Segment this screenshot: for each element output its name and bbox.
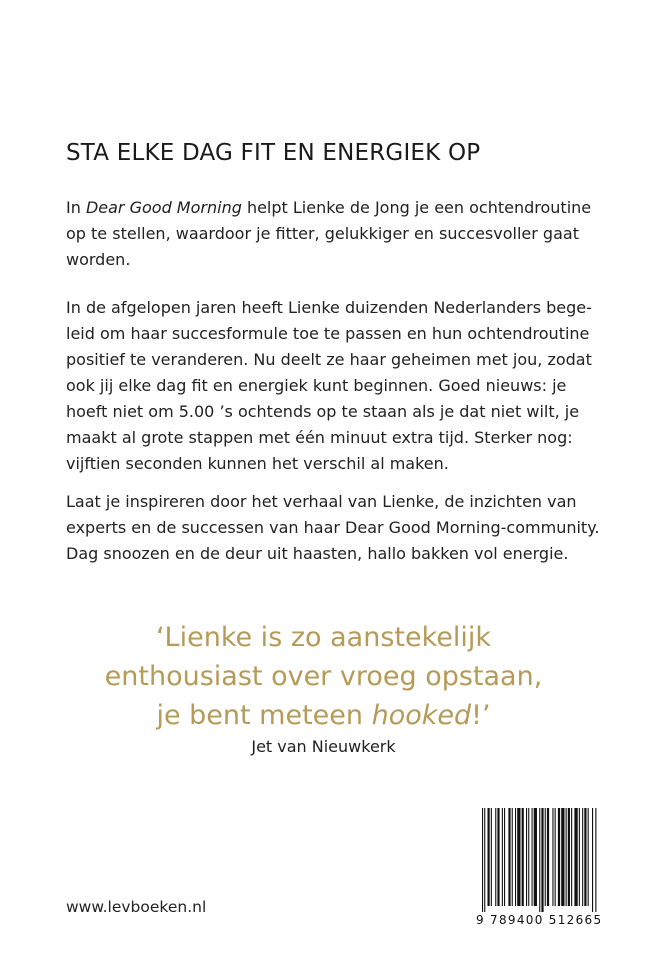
barcode-bar: [528, 808, 529, 906]
endorsement-quote: [0, 618, 647, 735]
isbn-barcode: [476, 806, 619, 934]
barcode-bar: [592, 808, 593, 912]
barcode-bar: [515, 808, 516, 906]
barcode-bar: [566, 808, 567, 906]
publisher-website[interactable]: www.levboeken.nl: [66, 898, 207, 916]
intro-line-2: op te stellen, waardoor je fitter, gelukkiger en succesvoller gaat: [66, 224, 579, 243]
barcode-bar: [561, 808, 564, 906]
quote-line-3: [0, 696, 647, 735]
barcode-bar: [495, 808, 496, 906]
body-line: In de afgelopen jaren heeft Lienke duizenden Nederlanders bege-: [66, 298, 592, 317]
body-line: maakt al grote stappen met één minuut extra tijd. Sterker nog:: [66, 428, 573, 447]
barcode-bar: [508, 808, 510, 906]
barcode-bar: [588, 808, 589, 906]
barcode-bar: [584, 808, 586, 906]
barcode-bar: [547, 808, 549, 906]
intro-line-1-suffix: helpt Lienke de Jong je een ochtendroutine: [241, 198, 592, 217]
barcode-bar: [517, 808, 520, 906]
barcode-bar: [539, 808, 540, 912]
barcode-bar: [482, 808, 483, 912]
quote-attribution: Jet van Nieuwkerk: [251, 737, 396, 756]
body-line: hoeft niet om 5.00 ’s ochtends op te staan als je dat niet wilt, je: [66, 402, 580, 421]
barcode-bar: [552, 808, 553, 906]
barcode-bar: [555, 808, 556, 906]
barcode-bar: [574, 808, 577, 906]
barcode-bar: [568, 808, 570, 906]
intro-line-3: worden.: [66, 250, 131, 269]
barcode-bar: [541, 808, 543, 912]
barcode-bar: [582, 808, 583, 906]
intro-line-1-prefix: In: [66, 198, 86, 217]
barcode-bar: [532, 808, 533, 906]
body-paragraph: [66, 295, 606, 477]
barcode-bar: [491, 808, 492, 906]
intro-line-1: [66, 195, 606, 221]
closing-line: experts en de successen van haar Dear Good Morning-community.: [66, 518, 600, 537]
barcode-bar: [512, 808, 513, 906]
closing-line: Laat je inspireren door het verhaal van Lienke, de inzichten van: [66, 492, 577, 511]
barcode-bar: [484, 808, 485, 912]
cover-heading: STA ELKE DAG FIT EN ENERGIEK OP: [66, 140, 481, 166]
barcode-bars: [476, 806, 619, 912]
barcode-bar: [579, 808, 580, 906]
barcode-bar: [526, 808, 527, 906]
barcode-bar: [534, 808, 537, 906]
body-line: positief te veranderen. Nu deelt ze haar geheimen met jou, zodat: [66, 350, 592, 369]
barcode-bar: [522, 808, 524, 906]
barcode-bar: [595, 808, 596, 912]
quote-line-3-prefix: je bent meteen: [156, 700, 372, 731]
quote-line-2: enthousiast over vroeg opstaan,: [104, 661, 543, 692]
body-line: leid om haar succesformule toe te passen en hun ochtendroutine: [66, 324, 590, 343]
barcode-bar: [558, 808, 560, 906]
barcode-bar: [504, 808, 505, 906]
book-title: Dear Good Morning: [85, 198, 242, 217]
barcode-bar: [497, 808, 499, 906]
body-line: ook jij elke dag fit en energiek kunt beginnen. Goed nieuws: je: [66, 376, 567, 395]
closing-line: Dag snoozen en de deur uit haasten, hallo bakken vol energie.: [66, 544, 569, 563]
intro-paragraph: [66, 195, 606, 273]
isbn-number: 9 789400 512665: [476, 913, 603, 927]
barcode-bar: [502, 808, 503, 906]
closing-paragraph: [66, 489, 606, 567]
body-line: vijftien seconden kunnen het verschil al maken.: [66, 454, 449, 473]
barcode-bar: [488, 808, 490, 906]
quote-line-1: ‘Lienke is zo aanstekelijk: [155, 622, 492, 653]
barcode-bar: [545, 808, 546, 906]
quote-line-3-suffix: !’: [471, 700, 491, 731]
quote-italic-word: hooked: [371, 700, 472, 731]
barcode-bar: [571, 808, 572, 906]
